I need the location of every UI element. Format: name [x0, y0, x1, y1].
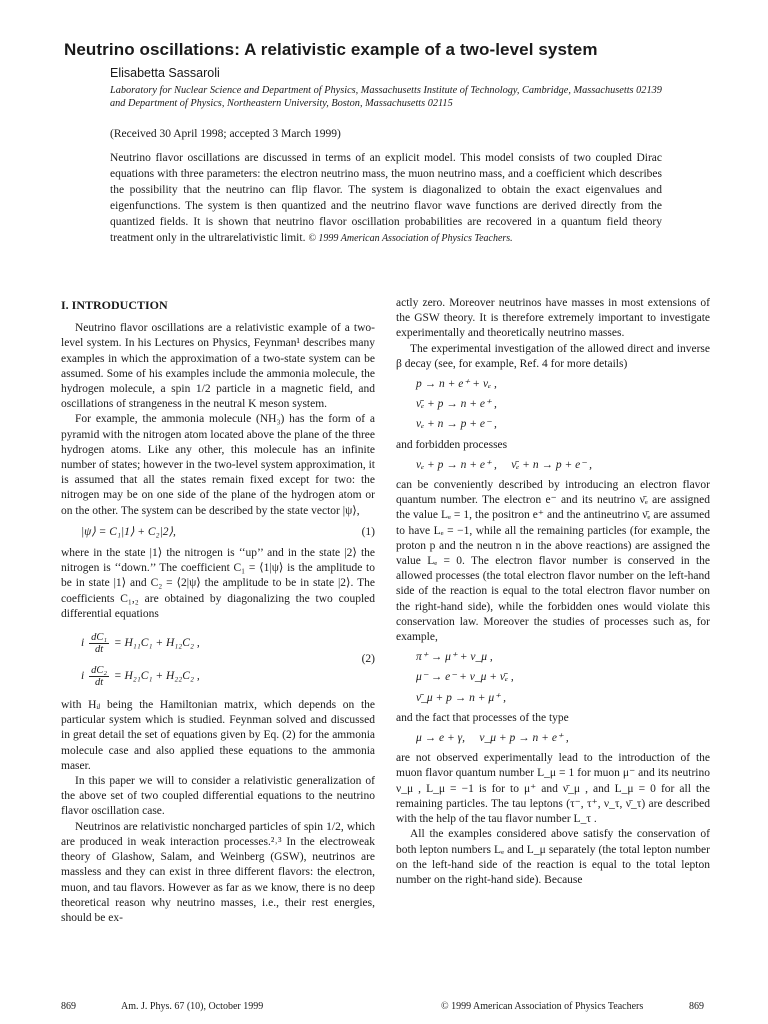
equation-2-lines [81, 632, 200, 688]
fraction [89, 632, 109, 655]
equation-line [81, 665, 200, 688]
paragraph: Neutrino flavor oscillations are a relativistic example of a two-level system. In his Lectures on Physics, Feynman¹ describes many examples in which the approximation of a two-state system can be assumed. Some of his examples include the ammonia molecule, the hydrogen molecule, a spin 1/2 particle in a magnetic field, and oscillations of strangeness in the neutral K meson system. [61, 322, 375, 411]
abstract-text: Neutrino flavor oscillations are discussed in terms of an explicit model. This model consists of two coupled Dirac equations with three parameters: the electron neutrino mass, the muon neutrino mass, and a coefficient which describes the possibility that the neutrino can flip flavor. The system is diagonalized to obtain the exact eigenvalues and eigenfunctions. The system is then quantized and the neutrino flavor wave functions are derived directly from the quantized fields. It is shown that neutrino flavor oscillation probabilities are recovered in a quantum field theory treatment only in the ultrarelativistic limit. [110, 152, 662, 244]
reaction: π⁺ → μ⁺ + ν_μ , [416, 651, 493, 664]
journal-citation: Am. J. Phys. 67 (10), October 1999 [121, 1001, 264, 1012]
equation-1 [61, 525, 375, 540]
paragraph: actly zero. Moreover neutrinos have masses in most extensions of the GSW theory. It is therefore extremely important to investigate experimentally and theoretically neutrino masses. [396, 297, 710, 340]
equation-number: (2) [361, 653, 375, 666]
equation-2 [61, 632, 375, 688]
reaction: ν̄_μ + p → n + μ⁺ , [416, 691, 506, 704]
reaction: νₑ + p → n + e⁺ , ν̄ₑ + n → p + e⁻ , [416, 458, 593, 471]
footer-copyright: © 1999 American Association of Physics Teachers [441, 1001, 644, 1012]
section-heading: I. INTRODUCTION [61, 298, 168, 312]
author-name: Elisabetta Sassaroli [110, 66, 220, 80]
numerator: dC₁ [91, 632, 107, 644]
equation-term: i [81, 670, 85, 683]
paragraph: Neutrinos are relativistic noncharged particles of spin 1/2, which are produced in weak interaction processes.²˒³ In the electroweak theory of Glashow, Salam, and Weinberg (GSW), neutrinos are massless and they can exist in three different flavors: the electron, muon, and tau flavors. However as far as we know, there is no deep theoretical reason why neutrino masses, i.e., their rest energies, should be ex- [61, 820, 375, 924]
left-column [61, 298, 375, 926]
equation-term: i [81, 637, 85, 650]
reaction: νₑ + n → p + e⁻ , [416, 418, 497, 431]
equation-term: = H₂₁C₁ + H₂₂C₂ , [113, 670, 200, 683]
denominator: dt [94, 644, 104, 656]
author-affiliation: Laboratory for Nuclear Science and Department of Physics, Massachusetts Institute of Technology, Cambridge, Massachusetts 02139 and Department of Physics, Northeastern University, Boston, Massachusetts 02115 [110, 85, 662, 109]
reaction: ν̄ₑ + p → n + e⁺ , [416, 398, 497, 411]
equation-body: |ψ⟩ = C₁|1⟩ + C₂|2⟩, [81, 525, 176, 538]
fraction [89, 665, 109, 688]
equation-term: = H₁₁C₁ + H₁₂C₂ , [113, 637, 200, 650]
paragraph: In this paper we will to consider a relativistic generalization of the above set of two coupled differential equations to the neutrino flavor oscillation case. [61, 775, 375, 818]
paragraph: and the fact that processes of the type [396, 711, 569, 724]
page-number-right: 869 [689, 1001, 704, 1012]
reaction: p → n + e⁺ + νₑ , [416, 378, 497, 391]
page-number-left: 869 [61, 1001, 76, 1012]
reaction: μ → e + γ, ν_μ + p → n + e⁺ , [416, 732, 569, 745]
paragraph: with Hᵢⱼ being the Hamiltonian matrix, which depends on the particular system which is studied. Feynman solved and discussed in great detail the set of equations given by Eq. (2) for the ammonia molecule case and also applied these equations to the ammonia maser. [61, 699, 375, 772]
paragraph: where in the state |1⟩ the nitrogen is ‘‘up’’ and in the state |2⟩ the nitrogen is ‘‘down.’’ The coefficient C₁ = ⟨1|ψ⟩ is the amplitude to be in state |1⟩ and C₂ = ⟨2|ψ⟩ the amplitude to be in state |2⟩. The coefficients C₁,₂ are obtained by diagonalizing the two coupled differential equations [61, 547, 375, 620]
paragraph: can be conveniently described by introducing an electron flavor quantum number. The electron e⁻ and its neutrino ν̄ₑ are assigned the value Lₑ = 1, the positron e⁺ and the antineutrino ν̄ₑ are assumed to have Lₑ = −1, while all the remaining particles (for example, the proton p and the neutron n in the above reactions) are assigned the value Lₑ = 0. The electron flavor number is conserved in the allowed processes (the total electron flavor number on the left-hand side of the reaction is equal to the total electron flavor number on the right-hand side), while the forbidden ones would violate this conservation law. Moreover the studies of processes such as, for example, [396, 479, 710, 644]
equation-line [81, 632, 200, 655]
paper-title: Neutrino oscillations: A relativistic example of a two-level system [64, 40, 598, 59]
reaction: μ⁻ → e⁻ + ν_μ + ν̄ₑ , [416, 671, 514, 684]
paragraph: are not observed experimentally lead to the introduction of the muon flavor quantum number L_μ = 1 for muon μ⁻ and its neutrino ν_μ , L_μ = −1 is for to μ⁺ and ν̄_μ , and L_μ = 0 for all the remaining particles. The tau leptons (τ⁻, τ⁺, ν_τ, ν̄_τ) are described with the help of the tau flavor number L_τ . [396, 752, 710, 826]
equation-number: (1) [361, 525, 375, 538]
paragraph: and forbidden processes [396, 438, 508, 451]
paragraph: The experimental investigation of the allowed direct and inverse β decay (see, for example, Ref. 4 for more details) [396, 342, 710, 370]
paragraph: For example, the ammonia molecule (NH₃) has the form of a pyramid with the nitrogen atom located above the plane of the three hydrogen atoms. Like any other, this molecule has an infinite number of states; however in the two-level system approximation, it is assumed that all the states remain fixed except for two: the nitrogen may be on one side of the plane of the hydrogen atom or on the other. The system can be described by the state vector |ψ⟩, [61, 413, 375, 517]
abstract [110, 150, 662, 247]
paragraph: All the examples considered above satisfy the conservation of both lepton numbers Lₑ and L_μ separately (the total lepton number on the left-hand side of the reaction is equal to the total lepton number on the right-hand side). Because [396, 828, 710, 886]
right-column [396, 296, 710, 888]
abstract-copyright: © 1999 American Association of Physics Teachers. [308, 233, 513, 244]
received-dates: (Received 30 April 1998; accepted 3 March 1999) [110, 128, 341, 140]
numerator: dC₂ [91, 665, 107, 677]
denominator: dt [94, 677, 104, 689]
